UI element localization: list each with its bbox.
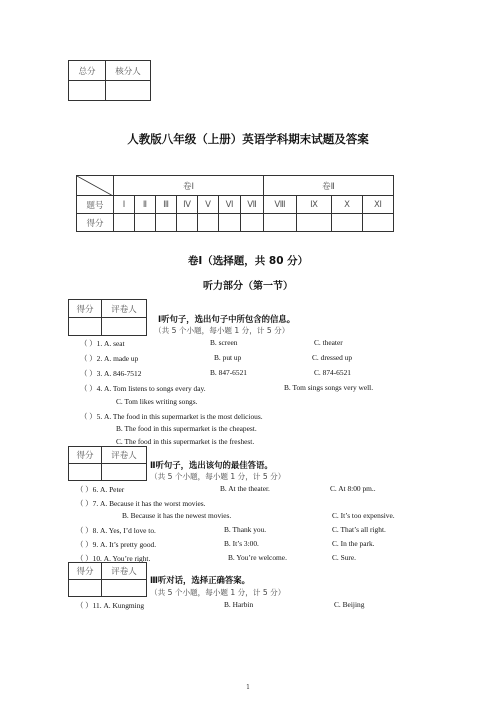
question-row	[76, 498, 206, 509]
col-header: Ⅸ	[297, 196, 332, 214]
score-cell	[363, 214, 394, 232]
col-header: Ⅺ	[363, 196, 394, 214]
question-option-a: 5. A. The food in this supermarket is the most delicious.	[96, 412, 263, 421]
answer-paren: （ ）	[80, 412, 97, 421]
option-b: B. put up	[214, 353, 242, 362]
question-option-a: 9. A. It’s pretty good.	[92, 540, 157, 549]
score-cell	[69, 580, 102, 597]
question-option-a: 10. A. You’re right.	[92, 554, 151, 563]
question-row	[76, 525, 156, 536]
total-score-header: 总分	[69, 61, 106, 81]
question-option-a: 6. A. Peter	[92, 485, 125, 494]
score-label: 得分	[69, 563, 102, 580]
section-note: （共 5 个小题，每小题 1 分，计 5 分）	[154, 326, 290, 335]
answer-paren: （ ）	[76, 601, 93, 610]
option-b: B. The food in this supermarket is the cheapest.	[116, 424, 257, 433]
question-row	[76, 539, 156, 550]
answer-paren: （ ）	[76, 526, 93, 535]
option-c: C. The food in this supermarket is the freshest.	[116, 437, 255, 446]
answer-paren: （ ）	[80, 354, 97, 363]
part-one-header: 卷Ⅰ	[114, 176, 264, 196]
checker-cell	[106, 81, 151, 101]
question-option-a: 1. A. seat	[96, 339, 125, 348]
question-option-a: 4. A. Tom listens to songs every day.	[96, 384, 206, 393]
option-b: B. You’re welcome.	[228, 553, 287, 562]
page-number: 1	[246, 684, 250, 691]
score-cell	[241, 214, 264, 232]
checker-header: 核分人	[106, 61, 151, 81]
col-header: Ⅹ	[332, 196, 363, 214]
question-row	[80, 368, 141, 379]
question-row	[80, 353, 138, 364]
section-heading: Ⅲ听对话，选择正确答案。	[150, 575, 251, 585]
reviewer-label: 评卷人	[102, 563, 147, 580]
option-b: B. Harbin	[224, 600, 254, 609]
reviewer-cell	[102, 318, 147, 336]
diagonal-line	[77, 176, 114, 196]
score-cell	[219, 214, 241, 232]
question-option-a: 8. A. Yes, I’d love to.	[92, 526, 156, 535]
option-b: B. It’s 3:00.	[224, 539, 259, 548]
part-two-header: 卷Ⅱ	[264, 176, 394, 196]
question-row	[76, 484, 124, 495]
answer-paren: （ ）	[76, 554, 93, 563]
option-c: C. Sure.	[332, 553, 357, 562]
section-heading: Ⅱ听句子，选出该句的最佳答语。	[150, 460, 273, 470]
option-b: B. Because it has the newest movies.	[122, 511, 232, 520]
col-header: Ⅷ	[264, 196, 297, 214]
question-row	[80, 411, 263, 422]
option-b: B. Thank you.	[224, 525, 267, 534]
question-row	[76, 600, 144, 611]
answer-paren: （ ）	[80, 339, 97, 348]
answer-paren: （ ）	[76, 499, 93, 508]
option-b: B. screen	[210, 338, 238, 347]
option-c: C. That’s all right.	[332, 525, 386, 534]
option-c: C. 874-6521	[314, 368, 351, 377]
col-header: Ⅳ	[177, 196, 198, 214]
listening-title: 听力部分（第一节）	[203, 281, 293, 292]
option-c: C. theater	[314, 338, 343, 347]
section-heading: Ⅰ听句子，选出句子中所包含的信息。	[158, 314, 296, 324]
section-note: （共 5 个小题，每小题 1 分，计 5 分）	[150, 472, 286, 481]
score-cell	[264, 214, 297, 232]
reviewer-label: 评卷人	[102, 300, 147, 318]
score-cell	[135, 214, 156, 232]
option-c: C. It’s too expensive.	[332, 511, 395, 520]
score-cell	[177, 214, 198, 232]
col-header: Ⅱ	[135, 196, 156, 214]
diagonal-cell	[77, 176, 114, 196]
question-row	[80, 338, 125, 349]
option-c: C. At 8:00 pm..	[330, 484, 376, 493]
score-cell	[114, 214, 135, 232]
option-c: C. dressed up	[312, 353, 353, 362]
total-score-table	[68, 60, 151, 101]
score-label: 得分	[77, 214, 114, 232]
grader-box	[68, 446, 147, 481]
option-c: C. Tom likes writing songs.	[116, 397, 198, 406]
col-header: Ⅰ	[114, 196, 135, 214]
score-cell	[198, 214, 219, 232]
question-option-a: 2. A. made up	[96, 354, 139, 363]
col-header: Ⅶ	[241, 196, 264, 214]
score-cell	[69, 464, 102, 481]
col-header: Ⅵ	[219, 196, 241, 214]
score-label: 得分	[69, 447, 102, 464]
part-one-title: 卷Ⅰ（选择题，共 80 分）	[187, 255, 309, 267]
option-b: B. At the theater.	[220, 484, 270, 493]
score-table	[76, 175, 394, 232]
answer-paren: （ ）	[76, 540, 93, 549]
question-option-a: 3. A. 846-7512	[96, 369, 142, 378]
grader-box	[68, 299, 147, 336]
answer-paren: （ ）	[80, 384, 97, 393]
reviewer-cell	[102, 580, 147, 597]
grader-box	[68, 562, 147, 597]
section-note: （共 5 个小题，每小题 1 分，计 5 分）	[150, 588, 286, 597]
score-cell	[297, 214, 332, 232]
question-row	[80, 383, 206, 394]
option-c: C. In the park.	[332, 539, 375, 548]
question-number-label: 题号	[77, 196, 114, 214]
score-label: 得分	[69, 300, 102, 318]
answer-paren: （ ）	[76, 485, 93, 494]
option-c: C. Beijing	[334, 600, 365, 609]
col-header: Ⅴ	[198, 196, 219, 214]
page-title: 人教版八年级（上册）英语学科期末试题及答案	[127, 132, 369, 146]
reviewer-label: 评卷人	[102, 447, 147, 464]
question-option-a: 7. A. Because it has the worst movies.	[92, 499, 206, 508]
col-header: Ⅲ	[156, 196, 177, 214]
question-option-a: 11. A. Kungming	[92, 601, 145, 610]
option-b: B. 847-6521	[210, 368, 247, 377]
score-cell	[69, 318, 102, 336]
reviewer-cell	[102, 464, 147, 481]
score-cell	[332, 214, 363, 232]
total-score-cell	[69, 81, 106, 101]
answer-paren: （ ）	[80, 369, 97, 378]
option-b: B. Tom sings songs very well.	[284, 383, 374, 392]
score-cell	[156, 214, 177, 232]
